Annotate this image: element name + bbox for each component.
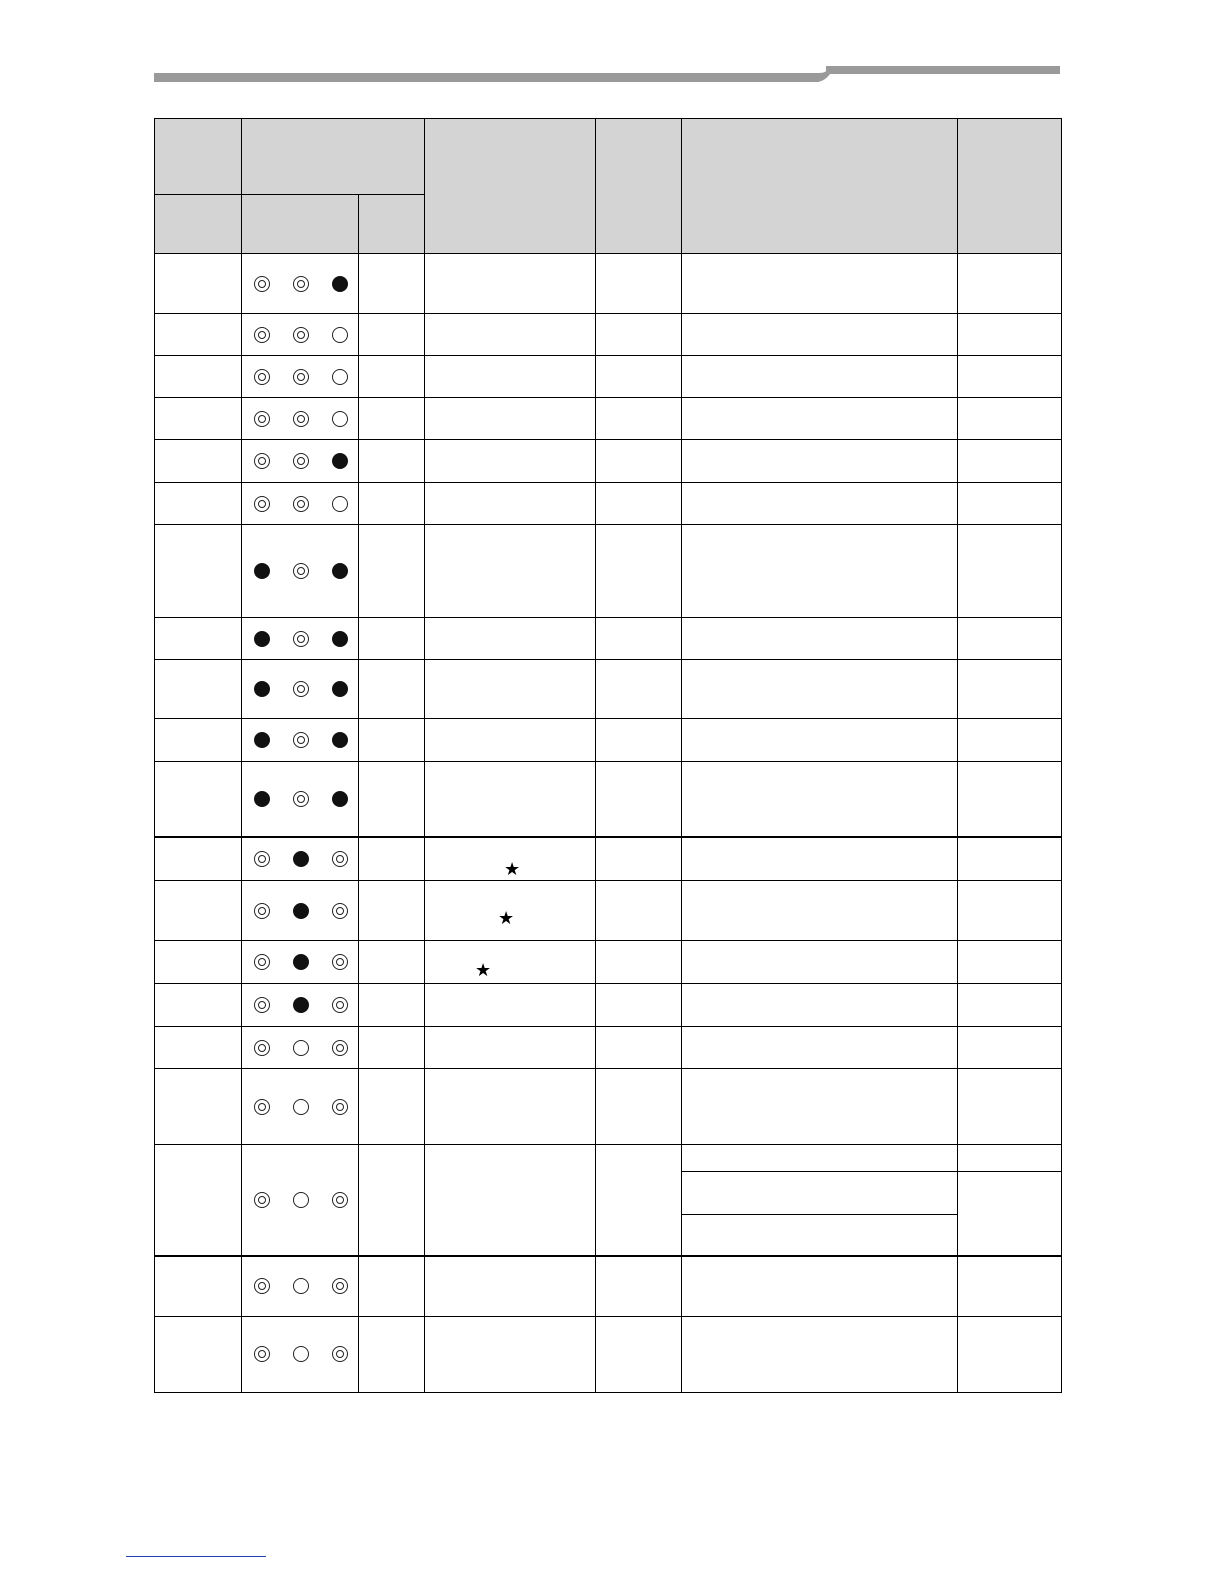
lamp-blink-icon — [254, 411, 270, 427]
cell — [359, 837, 425, 881]
description-cell — [425, 881, 596, 941]
lamp-off-icon — [293, 1040, 309, 1056]
remedy-cell — [682, 1145, 958, 1257]
header-cell-indicator — [242, 119, 425, 195]
cell — [359, 1316, 425, 1392]
description-cell — [425, 941, 596, 984]
cell — [958, 254, 1062, 314]
remedy-cell — [682, 1027, 958, 1069]
lamp-blink-icon — [254, 1099, 270, 1115]
lamp-cell — [242, 660, 359, 719]
lamp-group — [242, 276, 358, 292]
lamp-off-icon — [332, 369, 348, 385]
cell — [958, 398, 1062, 440]
lamp-on-icon — [332, 563, 348, 579]
lamp-group — [242, 563, 358, 579]
cell — [359, 398, 425, 440]
code-cell — [155, 1069, 242, 1145]
header-cell-lamps — [242, 195, 359, 254]
lamp-blink-icon — [254, 276, 270, 292]
header-cell — [425, 119, 596, 254]
code-cell — [155, 618, 242, 660]
remedy-cell — [682, 719, 958, 762]
header-cell — [958, 119, 1062, 254]
lamp-off-icon — [293, 1278, 309, 1294]
remedy-cell — [682, 314, 958, 356]
remedy-cell — [682, 762, 958, 837]
cell — [596, 314, 682, 356]
remedy-cell — [682, 1316, 958, 1392]
lamp-blink-icon — [332, 997, 348, 1013]
cell — [958, 1316, 1062, 1392]
lamp-group — [242, 791, 358, 807]
table-row — [155, 762, 1062, 837]
cell — [359, 660, 425, 719]
cell — [596, 398, 682, 440]
lamp-blink-icon — [293, 791, 309, 807]
header-cell — [596, 119, 682, 254]
lamp-cell — [242, 483, 359, 525]
cell — [596, 837, 682, 881]
remedy-cell — [682, 941, 958, 984]
lamp-blink-icon — [332, 1346, 348, 1362]
cell — [596, 356, 682, 398]
table-row — [155, 984, 1062, 1027]
cell — [359, 254, 425, 314]
remedy-cell — [682, 1069, 958, 1145]
table-row — [155, 398, 1062, 440]
description-cell — [425, 1256, 596, 1316]
remedy-cell — [682, 881, 958, 941]
table-row — [155, 356, 1062, 398]
lamp-blink-icon — [254, 851, 270, 867]
code-cell — [155, 440, 242, 483]
header-cell — [359, 195, 425, 254]
lamp-blink-icon — [254, 903, 270, 919]
cell — [958, 941, 1062, 984]
lamp-cell — [242, 719, 359, 762]
header-cell — [682, 119, 958, 254]
remedy-cell — [682, 1256, 958, 1316]
lamp-blink-icon — [293, 411, 309, 427]
lamp-group — [242, 369, 358, 385]
cell — [596, 1316, 682, 1392]
table-row — [155, 881, 1062, 941]
lamp-cell — [242, 525, 359, 618]
table-row — [155, 525, 1062, 618]
cell — [958, 618, 1062, 660]
code-cell — [155, 1027, 242, 1069]
lamp-cell — [242, 837, 359, 881]
lamp-off-icon — [293, 1346, 309, 1362]
description-cell — [425, 1145, 596, 1257]
lamp-blink-icon — [332, 1192, 348, 1208]
description-cell — [425, 483, 596, 525]
table-row — [155, 1256, 1062, 1316]
description-cell — [425, 984, 596, 1027]
lamp-group — [242, 851, 358, 867]
table-row — [155, 1145, 1062, 1257]
cell — [359, 719, 425, 762]
lamp-group — [242, 1346, 358, 1362]
code-cell — [155, 483, 242, 525]
code-cell — [155, 398, 242, 440]
lamp-blink-icon — [254, 327, 270, 343]
description-cell — [425, 1027, 596, 1069]
code-cell — [155, 762, 242, 837]
remedy-cell — [682, 984, 958, 1027]
description-cell — [425, 1316, 596, 1392]
star-icon: ★ — [504, 858, 521, 879]
lamp-cell — [242, 440, 359, 483]
cell — [958, 525, 1062, 618]
lamp-cell — [242, 1027, 359, 1069]
lamp-group — [242, 1040, 358, 1056]
description-cell — [425, 254, 596, 314]
lamp-group — [242, 1192, 358, 1208]
lamp-cell — [242, 1256, 359, 1316]
cell — [958, 1069, 1062, 1145]
lamp-cell — [242, 1069, 359, 1145]
table-row — [155, 660, 1062, 719]
description-cell — [425, 356, 596, 398]
lamp-on-icon — [332, 276, 348, 292]
cell — [958, 483, 1062, 525]
lamp-cell — [242, 941, 359, 984]
lamp-on-icon — [332, 791, 348, 807]
description-cell — [425, 398, 596, 440]
cell — [596, 941, 682, 984]
cell — [596, 254, 682, 314]
code-cell — [155, 719, 242, 762]
star-icon: ★ — [475, 960, 492, 980]
lamp-on-icon — [254, 791, 270, 807]
lamp-on-icon — [254, 631, 270, 647]
lamp-cell — [242, 356, 359, 398]
lamp-group — [242, 496, 358, 512]
cell — [596, 1145, 682, 1257]
description-cell — [425, 525, 596, 618]
lamp-blink-icon — [293, 681, 309, 697]
cell — [958, 314, 1062, 356]
lamp-blink-icon — [332, 1040, 348, 1056]
remedy-cell — [682, 483, 958, 525]
code-cell — [155, 837, 242, 881]
description-cell — [425, 314, 596, 356]
code-cell — [155, 941, 242, 984]
table-row — [155, 837, 1062, 881]
lamp-blink-icon — [332, 903, 348, 919]
table-row — [155, 1027, 1062, 1069]
lamp-cell — [242, 618, 359, 660]
code-cell — [155, 525, 242, 618]
cell — [359, 984, 425, 1027]
lamp-blink-icon — [293, 631, 309, 647]
cell — [359, 618, 425, 660]
cell — [596, 1027, 682, 1069]
remedy-cell — [682, 440, 958, 483]
description-cell — [425, 618, 596, 660]
table-row — [155, 1316, 1062, 1392]
header-cell — [155, 195, 242, 254]
remedy-cell — [682, 356, 958, 398]
lamp-blink-icon — [254, 1040, 270, 1056]
cell — [958, 660, 1062, 719]
code-cell — [155, 1316, 242, 1392]
lamp-blink-icon — [293, 327, 309, 343]
lamp-off-icon — [293, 1099, 309, 1115]
cell — [359, 356, 425, 398]
description-cell — [425, 762, 596, 837]
table-row — [155, 719, 1062, 762]
table-row — [155, 483, 1062, 525]
lamp-on-icon — [293, 851, 309, 867]
table-row — [155, 254, 1062, 314]
code-cell — [155, 1256, 242, 1316]
code-cell — [155, 984, 242, 1027]
code-cell — [155, 356, 242, 398]
cell — [958, 837, 1062, 881]
lamp-on-icon — [254, 563, 270, 579]
lamp-group — [242, 327, 358, 343]
cell — [958, 1145, 1062, 1257]
header-bar-right — [826, 66, 1060, 74]
description-cell — [425, 440, 596, 483]
lamp-blink-icon — [254, 369, 270, 385]
header-cell — [155, 119, 242, 195]
remedy-cell — [682, 525, 958, 618]
lamp-on-icon — [332, 681, 348, 697]
lamp-blink-icon — [254, 1278, 270, 1294]
lamp-off-icon — [293, 1192, 309, 1208]
table-row — [155, 314, 1062, 356]
remedy-cell — [682, 618, 958, 660]
lamp-cell — [242, 881, 359, 941]
code-cell — [155, 881, 242, 941]
lamp-group — [242, 631, 358, 647]
cell — [359, 1027, 425, 1069]
lamp-cell — [242, 1145, 359, 1257]
code-cell — [155, 314, 242, 356]
lamp-on-icon — [293, 954, 309, 970]
lamp-group — [242, 453, 358, 469]
lamp-blink-icon — [254, 496, 270, 512]
star-icon: ★ — [498, 908, 515, 928]
lamp-on-icon — [254, 681, 270, 697]
lamp-blink-icon — [293, 276, 309, 292]
cell — [359, 525, 425, 618]
table-row — [155, 440, 1062, 483]
lamp-blink-icon — [332, 851, 348, 867]
cell — [958, 356, 1062, 398]
lamp-on-icon — [332, 732, 348, 748]
cell — [359, 1256, 425, 1316]
lamp-blink-icon — [293, 369, 309, 385]
lamp-blink-icon — [254, 1192, 270, 1208]
lamp-blink-icon — [332, 1099, 348, 1115]
cell — [596, 762, 682, 837]
lamp-cell — [242, 398, 359, 440]
lamp-blink-icon — [254, 1346, 270, 1362]
lamp-cell — [242, 762, 359, 837]
table-row — [155, 1069, 1062, 1145]
cell — [359, 941, 425, 984]
remedy-cell — [682, 254, 958, 314]
cell — [958, 440, 1062, 483]
table-row — [155, 941, 1062, 984]
table-row — [155, 618, 1062, 660]
lamp-group — [242, 732, 358, 748]
lamp-off-icon — [332, 327, 348, 343]
lamp-on-icon — [332, 453, 348, 469]
cell — [596, 719, 682, 762]
lamp-blink-icon — [293, 732, 309, 748]
lamp-off-icon — [332, 496, 348, 512]
cell — [958, 984, 1062, 1027]
cell — [596, 1256, 682, 1316]
lamp-cell — [242, 984, 359, 1027]
lamp-group — [242, 997, 358, 1013]
cell — [359, 881, 425, 941]
lamp-blink-icon — [332, 1278, 348, 1294]
lamp-group — [242, 411, 358, 427]
remedy-cell — [682, 837, 958, 881]
cell — [958, 1027, 1062, 1069]
cell — [359, 483, 425, 525]
description-cell — [425, 1069, 596, 1145]
code-cell — [155, 254, 242, 314]
lamp-cell — [242, 314, 359, 356]
cell — [596, 440, 682, 483]
cell — [596, 1069, 682, 1145]
remedy-cell — [682, 398, 958, 440]
lamp-blink-icon — [332, 954, 348, 970]
lamp-group — [242, 954, 358, 970]
cell — [359, 762, 425, 837]
cell — [596, 483, 682, 525]
lamp-blink-icon — [293, 453, 309, 469]
lamp-blink-icon — [293, 496, 309, 512]
cell — [596, 525, 682, 618]
cell — [958, 762, 1062, 837]
cell — [359, 1069, 425, 1145]
lamp-on-icon — [293, 903, 309, 919]
remedy-cell — [682, 660, 958, 719]
description-cell — [425, 660, 596, 719]
lamp-blink-icon — [293, 563, 309, 579]
header-bar — [154, 73, 819, 82]
lamp-cell — [242, 1316, 359, 1392]
code-cell — [155, 660, 242, 719]
cell — [958, 881, 1062, 941]
lamp-group — [242, 681, 358, 697]
cell — [958, 719, 1062, 762]
lamp-blink-icon — [254, 997, 270, 1013]
lamp-blink-icon — [254, 954, 270, 970]
description-cell — [425, 837, 596, 881]
cell — [359, 314, 425, 356]
cell — [596, 984, 682, 1027]
cell — [359, 440, 425, 483]
code-cell — [155, 1145, 242, 1257]
lamp-on-icon — [332, 631, 348, 647]
lamp-group — [242, 1278, 358, 1294]
lamp-cell — [242, 254, 359, 314]
cell — [596, 881, 682, 941]
cell — [359, 1145, 425, 1257]
lamp-on-icon — [254, 732, 270, 748]
error-code-table — [154, 118, 1062, 1393]
lamp-on-icon — [293, 997, 309, 1013]
lamp-off-icon — [332, 411, 348, 427]
lamp-blink-icon — [254, 453, 270, 469]
cell — [596, 660, 682, 719]
lamp-group — [242, 1099, 358, 1115]
description-cell — [425, 719, 596, 762]
cell — [958, 1256, 1062, 1316]
lamp-group — [242, 903, 358, 919]
footer-link-underline — [126, 1556, 266, 1557]
cell — [596, 618, 682, 660]
